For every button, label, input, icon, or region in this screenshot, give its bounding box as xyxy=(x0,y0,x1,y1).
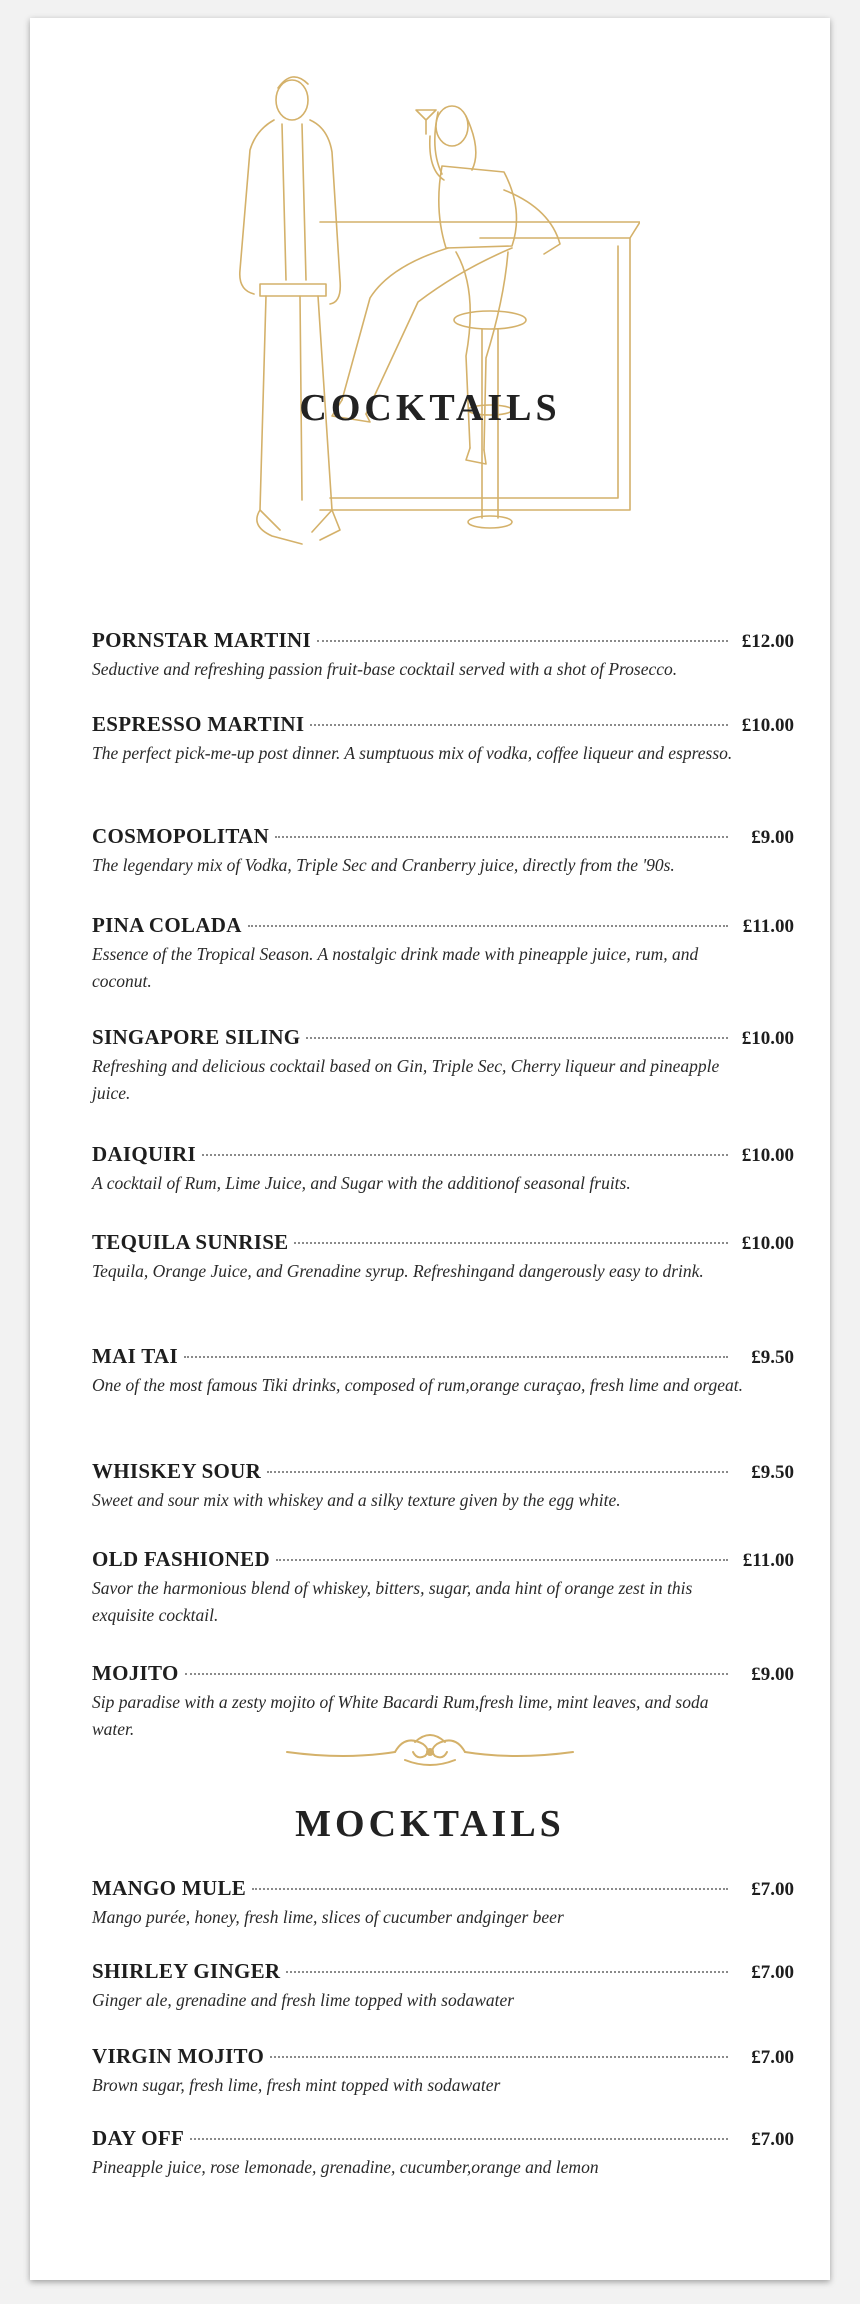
item-price: £7.00 xyxy=(751,2129,794,2150)
menu-item xyxy=(92,1547,794,1629)
ornament-divider xyxy=(285,1730,575,1770)
menu-item xyxy=(92,1459,794,1514)
item-name: TEQUILA SUNRISE xyxy=(92,1230,289,1254)
dot-leader xyxy=(185,1673,728,1675)
dot-leader xyxy=(310,724,728,726)
menu-item xyxy=(92,1230,794,1285)
item-name: MOJITO xyxy=(92,1661,179,1685)
item-description: Ginger ale, grenadine and fresh lime topped with sodawater xyxy=(92,1990,515,2010)
dot-leader xyxy=(317,640,728,642)
item-name: PORNSTAR MARTINI xyxy=(92,628,311,652)
item-price: £12.00 xyxy=(741,631,794,652)
item-description: Mango purée, honey, fresh lime, slices of cucumber andginger beer xyxy=(92,1907,564,1927)
item-price: £11.00 xyxy=(742,1550,794,1571)
menu-item xyxy=(92,2126,794,2181)
item-price: £7.00 xyxy=(751,1962,794,1983)
menu-item xyxy=(92,824,794,879)
item-name: OLD FASHIONED xyxy=(92,1547,270,1571)
menu-item xyxy=(92,913,794,995)
item-description: Sweet and sour mix with whiskey and a silky texture given by the egg white. xyxy=(92,1490,621,1510)
menu-item xyxy=(92,712,794,767)
couple-at-bar-illustration xyxy=(220,40,640,558)
menu-item xyxy=(92,2044,794,2099)
item-name: SINGAPORE SILING xyxy=(92,1025,301,1049)
item-description: Savor the harmonious blend of whiskey, bitters, sugar, anda hint of orange zest in this exquisite cocktail. xyxy=(92,1578,693,1625)
item-price: £9.00 xyxy=(751,1664,794,1685)
dot-leader xyxy=(252,1888,728,1890)
item-price: £9.00 xyxy=(751,827,794,848)
item-name: COSMOPOLITAN xyxy=(92,824,270,848)
item-description: A cocktail of Rum, Lime Juice, and Sugar with the additionof seasonal fruits. xyxy=(92,1173,631,1193)
item-price: £11.00 xyxy=(742,916,794,937)
dot-leader xyxy=(275,836,728,838)
item-description: Seductive and refreshing passion fruit-base cocktail served with a shot of Prosecco. xyxy=(92,659,678,679)
dot-leader xyxy=(184,1356,728,1358)
item-price: £7.00 xyxy=(751,1879,794,1900)
dot-leader xyxy=(306,1037,728,1039)
item-description: The legendary mix of Vodka, Triple Sec and Cranberry juice, directly from the '90s. xyxy=(92,855,675,875)
item-price: £9.50 xyxy=(751,1347,794,1368)
item-name: ESPRESSO MARTINI xyxy=(92,712,305,736)
item-price: £7.00 xyxy=(751,2047,794,2068)
menu-item xyxy=(92,1876,794,1931)
item-name: SHIRLEY GINGER xyxy=(92,1959,281,1983)
menu-item xyxy=(92,1344,794,1399)
item-name: DAY OFF xyxy=(92,2126,185,2150)
menu-page xyxy=(30,18,830,2280)
menu-item xyxy=(92,1959,794,2014)
item-description: One of the most famous Tiki drinks, composed of rum,orange curaçao, fresh lime and orgeat. xyxy=(92,1375,744,1395)
item-description: Essence of the Tropical Season. A nostalgic drink made with pineapple juice, rum, and coconut. xyxy=(92,944,699,991)
menu-item xyxy=(92,1025,794,1107)
item-price: £10.00 xyxy=(741,1233,794,1254)
item-name: MAI TAI xyxy=(92,1344,178,1368)
cocktails-title: COCKTAILS xyxy=(299,387,561,429)
item-description: Sip paradise with a zesty mojito of White Bacardi Rum,fresh lime, mint leaves, and soda water. xyxy=(92,1692,709,1739)
item-price: £10.00 xyxy=(741,1028,794,1049)
item-description: The perfect pick-me-up post dinner. A sumptuous mix of vodka, coffee liqueur and espresso. xyxy=(92,743,733,763)
item-price: £9.50 xyxy=(751,1462,794,1483)
item-description: Pineapple juice, rose lemonade, grenadine, cucumber,orange and lemon xyxy=(92,2157,599,2177)
item-price: £10.00 xyxy=(741,1145,794,1166)
dot-leader xyxy=(294,1242,728,1244)
item-description: Refreshing and delicious cocktail based on Gin, Triple Sec, Cherry liqueur and pineapple juice. xyxy=(92,1056,720,1103)
item-name: MANGO MULE xyxy=(92,1876,247,1900)
item-name: PINA COLADA xyxy=(92,913,242,937)
dot-leader xyxy=(190,2138,728,2140)
dot-leader xyxy=(276,1559,728,1561)
dot-leader xyxy=(202,1154,728,1156)
item-description: Tequila, Orange Juice, and Grenadine syrup. Refreshingand dangerously easy to drink. xyxy=(92,1261,704,1281)
item-name: VIRGIN MOJITO xyxy=(92,2044,265,2068)
menu-item xyxy=(92,628,794,683)
dot-leader xyxy=(248,925,728,927)
mocktails-title: MOCKTAILS xyxy=(295,1803,565,1845)
item-description: Brown sugar, fresh lime, fresh mint topped with sodawater xyxy=(92,2075,501,2095)
dot-leader xyxy=(286,1971,728,1973)
item-price: £10.00 xyxy=(741,715,794,736)
item-name: WHISKEY SOUR xyxy=(92,1459,262,1483)
dot-leader xyxy=(267,1471,728,1473)
dot-leader xyxy=(270,2056,728,2058)
item-name: DAIQUIRI xyxy=(92,1142,196,1166)
menu-item xyxy=(92,1142,794,1197)
